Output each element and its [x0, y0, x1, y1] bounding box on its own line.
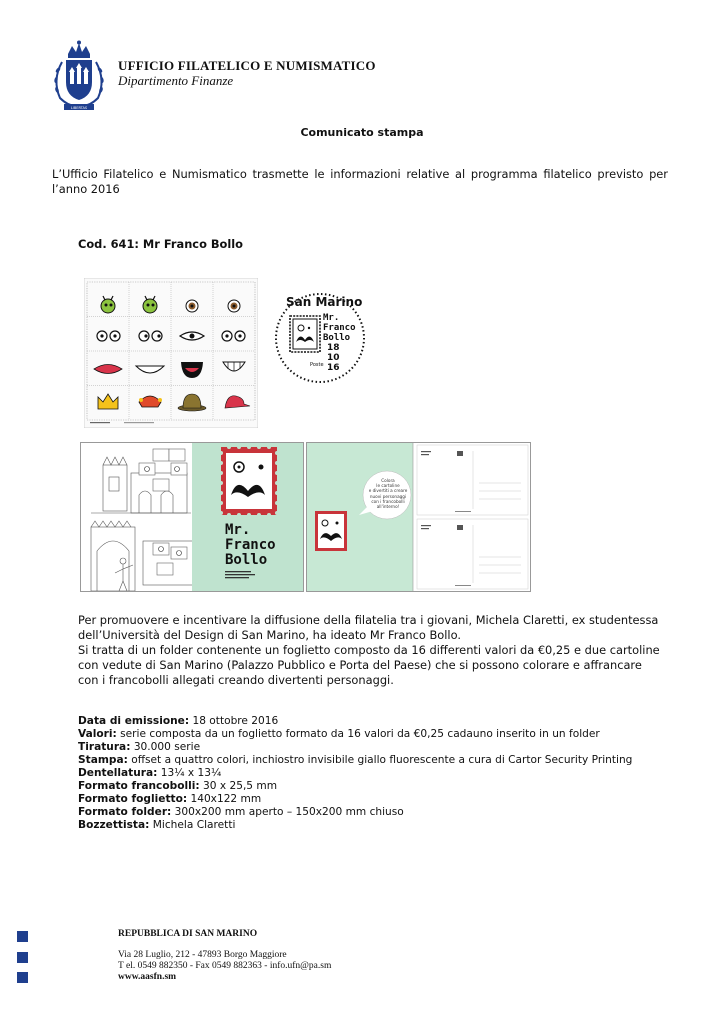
speech-bubble-line: con i francobolli — [371, 498, 405, 504]
detail-label: Dentellatura: — [78, 767, 158, 779]
stamp-sheet-image — [84, 278, 258, 428]
footer-address: Via 28 Luglio, 212 - 47893 Borgo Maggiore — [118, 950, 287, 960]
postmark-date — [327, 343, 340, 373]
postmark-date-line: 18 — [327, 343, 340, 353]
footer-square-icon — [17, 952, 28, 963]
postmark-date-line: 10 — [327, 353, 340, 363]
detail-value: 30 x 25,5 mm — [199, 780, 278, 792]
speech-bubble-line: Colora — [381, 478, 395, 483]
speech-bubble-line: le cartoline — [376, 483, 400, 489]
folder-title-line: Franco — [225, 537, 276, 553]
postmark-name-line: Franco — [323, 323, 356, 333]
postmark-date-line: 16 — [327, 363, 340, 373]
detail-value: 140x122 mm — [187, 793, 262, 805]
press-release-title: Comunicato stampa — [300, 126, 424, 139]
body-line: Si tratta di un folder contenente un foglietto composto da 16 differenti valori da €0,25 e due cartoline — [78, 643, 660, 657]
footer-square-icon — [17, 972, 28, 983]
detail-row — [78, 793, 678, 806]
body-line: con vedute di San Marino (Palazzo Pubblico e Porta del Paese) che si possono colorare e affrancare — [78, 658, 642, 672]
org-title: UFFICIO FILATELICO E NUMISMATICO — [118, 58, 376, 73]
detail-label: Formato foglietto: — [78, 793, 188, 805]
postmark-top-text: San Marino — [286, 295, 363, 309]
detail-label: Data di emissione: — [78, 715, 190, 727]
detail-value: Michela Claretti — [149, 819, 236, 831]
body-line: Per promuovere e incentivare la diffusione della filatelia tra i giovani, Michela Claretti, ex studentessa — [78, 613, 659, 627]
postmark-name — [323, 313, 356, 343]
postmark-poste: Poste — [310, 362, 324, 368]
technical-details — [78, 715, 678, 832]
detail-value: 30.000 serie — [130, 741, 201, 753]
coat-of-arms-icon — [50, 40, 108, 112]
body-line: con i francobolli allegati creando divertenti personaggi. — [78, 673, 394, 687]
speech-bubble-line: nuovi personaggi — [369, 493, 407, 499]
detail-row — [78, 819, 678, 832]
footer-square-icon — [17, 931, 28, 942]
detail-row — [78, 780, 678, 793]
folder-title — [225, 523, 276, 568]
postmark-name-line: Mr. — [323, 313, 340, 323]
detail-row — [78, 741, 678, 754]
folder-inside-image — [306, 442, 531, 592]
detail-label: Formato folder: — [78, 806, 172, 818]
detail-row — [78, 754, 678, 767]
folder-title-line: Mr. — [225, 522, 251, 538]
detail-label: Bozzettista: — [78, 819, 150, 831]
folder-title-line: Bollo — [225, 552, 268, 568]
detail-value: 13¼ x 13¼ — [157, 767, 222, 779]
detail-label: Valori: — [78, 728, 117, 740]
issue-code-title: Cod. 641: Mr Franco Bollo — [78, 237, 243, 251]
detail-label: Formato francobolli: — [78, 780, 200, 792]
speech-bubble-line: all'interno! — [376, 504, 400, 510]
detail-label: Tiratura: — [78, 741, 131, 753]
detail-row — [78, 767, 678, 780]
postmark-name-line: Bollo — [323, 333, 351, 343]
detail-value: serie composta da un foglietto formato da 16 valori da €0,25 cadauno inserito in un folder — [116, 728, 600, 740]
body-paragraph — [78, 613, 678, 688]
detail-row — [78, 728, 678, 741]
intro-paragraph: L’Ufficio Filatelico e Numismatico trasmette le informazioni relative al programma filatelico previsto per l’anno 2016 — [52, 167, 668, 196]
speech-bubble-line: e divertiti a creare — [368, 488, 408, 494]
footer-website-link[interactable]: www.aasfn.sm — [118, 972, 177, 982]
svg-text:LIBERTAS: LIBERTAS — [70, 106, 88, 110]
detail-value: offset a quattro colori, inchiostro invisibile giallo fluorescente a cura di Cartor Security Printing — [127, 754, 633, 766]
speech-bubble-text — [367, 478, 409, 509]
org-subtitle: Dipartimento Finanze — [118, 73, 234, 88]
detail-value: 300x200 mm aperto – 150x200 mm chiuso — [171, 806, 404, 818]
body-line: dell’Università del Design di San Marino, ha ideato Mr Franco Bollo. — [78, 628, 461, 642]
detail-row — [78, 806, 678, 819]
detail-label: Stampa: — [78, 754, 128, 766]
footer-title: REPUBBLICA DI SAN MARINO — [118, 929, 258, 939]
folder-outside-image — [80, 442, 304, 592]
detail-value: 18 ottobre 2016 — [189, 715, 279, 727]
footer-contacts: T el. 0549 882350 - Fax 0549 882363 - info.ufn@pa.sm — [118, 961, 332, 971]
detail-row — [78, 715, 678, 728]
